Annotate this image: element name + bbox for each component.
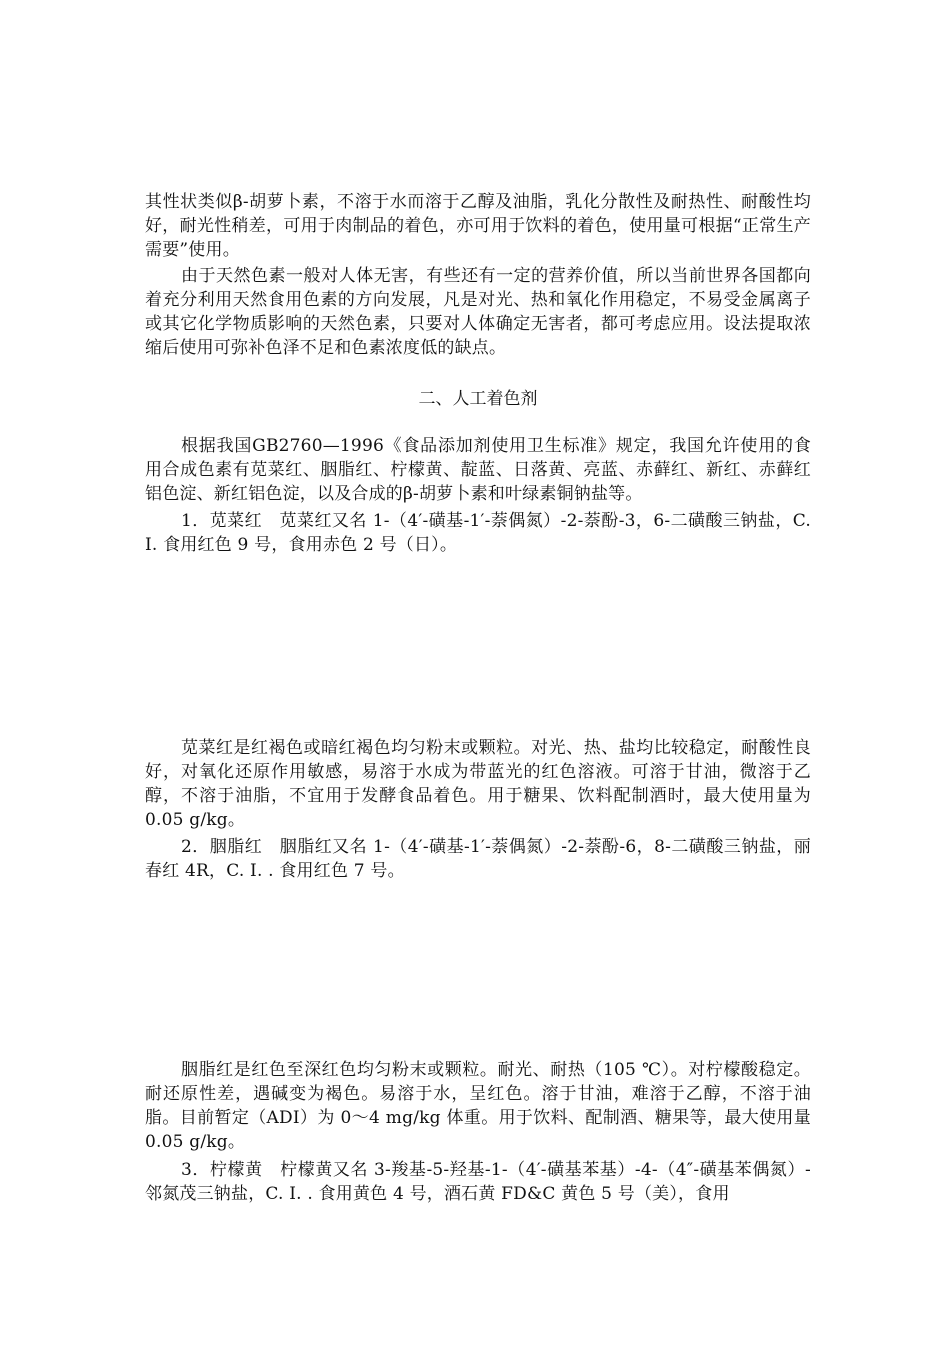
paragraph-ponceau-properties: 胭脂红是红色至深红色均匀粉末或颗粒。耐光、耐热（105 ℃）。对柠檬酸稳定。耐还原性差，遇碱变为褐色。易溶于水，呈红色。溶于甘油，难溶于乙醇，不溶于油脂。目前暂定（ADI）为 0～4 mg/kg 体重。用于饮料、配制酒、糖果等，最大使用量 0.05 g/kg。: [145, 1060, 811, 1152]
paragraph-amaranth-definition: 1．苋菜红 苋菜红又名 1-（4′-磺基-1′-萘偶氮）-2-萘酚-3，6-二磺酸三钠盐，C. I. 食用红色 9 号，食用赤色 2 号（日）。: [145, 511, 811, 555]
section-heading-artificial-colorants: 二、人工着色剂: [418, 389, 538, 409]
paragraph-natural-pigment-properties: 其性状类似β-胡萝卜素，不溶于水而溶于乙醇及油脂，乳化分散性及耐热性、耐酸性均好，耐光性稍差，可用于肉制品的着色，亦可用于饮料的着色，使用量可根据“正常生产需要”使用。: [145, 192, 811, 260]
blank-structure-space-amaranth: [145, 565, 811, 730]
paragraph-ponceau-definition: 2．胭脂红 胭脂红又名 1-（4′-磺基-1′-萘偶氮）-2-萘酚-6，8-二磺酸三钠盐，丽春红 4R，C. I. . 食用红色 7 号。: [145, 837, 811, 881]
paragraph-tartrazine-definition: 3．柠檬黄 柠檬黄又名 3-羧基-5-羟基-1-（4′-磺基苯基）-4-（4″-磺基苯偶氮）-邻氮茂三钠盐，C. I. . 食用黄色 4 号，酒石黄 FD&C 黄色 5 号（美），食用: [145, 1160, 811, 1204]
paragraph-permitted-synthetic-colorants: 根据我国GB2760—1996《食品添加剂使用卫生标准》规定，我国允许使用的食用合成色素有苋菜红、胭脂红、柠檬黄、靛蓝、日落黄、亮蓝、赤藓红、新红、赤藓红铝色淀、新红铝色淀，以及合成的β-胡萝卜素和叶绿素铜钠盐等。: [145, 436, 811, 504]
paragraph-amaranth-properties: 苋菜红是红褐色或暗红褐色均匀粉末或颗粒。对光、热、盐均比较稳定，耐酸性良好，对氧化还原作用敏感，易溶于水成为带蓝光的红色溶液。可溶于甘油，微溶于乙醇，不溶于油脂，不宜用于发酵食品着色。用于糖果、饮料配制酒时，最大使用量为 0.05 g/kg。: [145, 738, 811, 830]
paragraph-natural-pigment-development: 由于天然色素一般对人体无害，有些还有一定的营养价值，所以当前世界各国都向着充分利用天然食用色素的方向发展，凡是对光、热和氧化作用稳定，不易受金属离子或其它化学物质影响的天然色素，只要对人体确定无害者，都可考虑应用。设法提取浓缩后使用可弥补色泽不足和色素浓度低的缺点。: [145, 266, 811, 358]
blank-structure-space-ponceau: [145, 890, 811, 1050]
